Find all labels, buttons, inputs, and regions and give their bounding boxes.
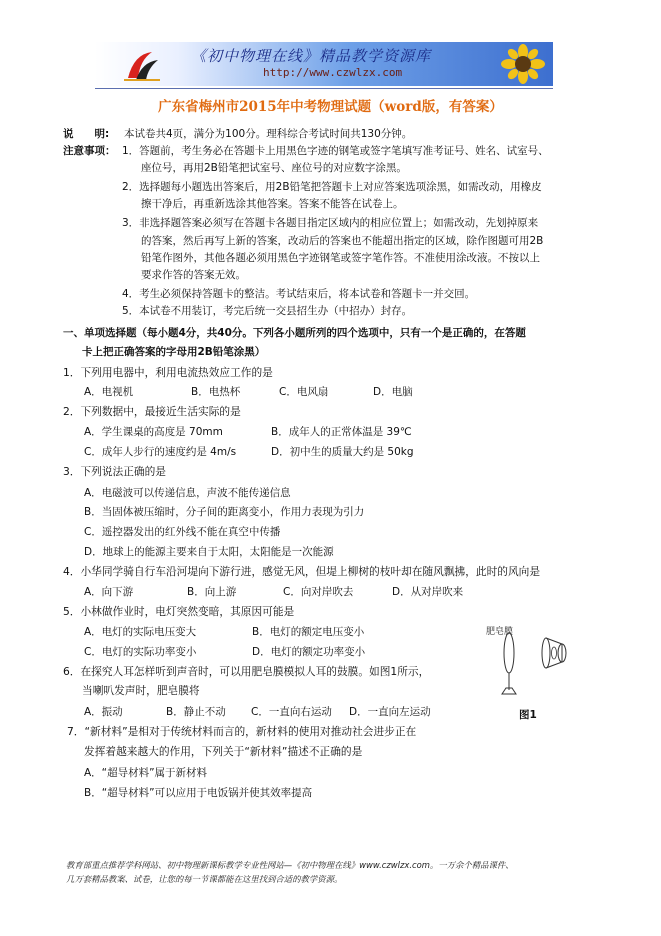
option-a: A．“超导材料”属于新材料: [84, 767, 208, 779]
intro-label: 说 明:: [63, 128, 110, 140]
notes-line: 4．考生必须保持答题卡的整洁。考试结束后，将本试卷和答题卡一并交回。: [122, 288, 476, 300]
question-stem: 5．小林做作业时，电灯突然变暗，其原因可能是: [63, 605, 295, 618]
figure-caption: 图1: [519, 709, 537, 721]
site-logo-icon: [122, 48, 162, 82]
footer-line: 教育部重点推荐学科网站、初中物理新课标教学专业性网站—《初中物理在线》www.czwlzx.com。一万余个精品课件、: [66, 860, 514, 870]
notes-label: 注意事项：: [63, 145, 116, 157]
option-a: A．振动: [84, 706, 123, 718]
question-stem: 3．下列说法正确的是: [63, 465, 166, 478]
option-a: A．电磁波可以传递信息，声波不能传递信息: [84, 487, 291, 499]
intro-text: 本试卷共4页，满分为100分。理科综合考试时间共130分钟。: [124, 128, 413, 140]
option-a: A．电视机: [84, 386, 134, 398]
notes-line: 铅笔作图外，其他各题必须用黑色字迹钢笔或签字笔作答。不准使用涂改液。不按以上: [141, 252, 540, 264]
question-stem-cont: 发挥着越来越大的作用，下列关于“新材料”描述不正确的是: [84, 745, 363, 758]
option-c: C．向对岸吹去: [283, 586, 354, 598]
option-b: B．“超导材料”可以应用于电饭锅并使其效率提高: [84, 787, 313, 799]
section-heading-cont: 卡上把正确答案的字母用2B铅笔涂黑）: [82, 346, 266, 358]
footer-line: 几万套精品教案、试卷，让您的每一节课都能在这里找到合适的教学资源。: [66, 874, 343, 884]
option-b: B．电灯的额定电压变小: [252, 626, 365, 638]
option-d: D．电脑: [373, 386, 413, 398]
banner-title: 《初中物理在线》精品教学资源库: [191, 47, 432, 65]
option-b: B．静止不动: [166, 706, 226, 718]
option-c: C．一直向右运动: [251, 706, 332, 718]
option-b: B．成年人的正常体温是 39℃: [271, 426, 412, 438]
notes-line: 擦干净后，再重新选涂其他答案。答案不能答在试卷上。: [141, 198, 404, 210]
option-b: B．电热杯: [191, 386, 241, 398]
banner-url: http://www.czwlzx.com: [263, 66, 403, 79]
notes-line: 3．非选择题答案必须写在答题卡各题目指定区域内的相应位置上；如需改动，先划掉原来: [122, 217, 539, 229]
option-d: D．一直向左运动: [349, 706, 431, 718]
notes-line: 5．本试卷不用装订，考完后统一交县招生办（中招办）封存。: [122, 305, 413, 317]
soap-film-label: [486, 625, 513, 637]
question-stem: 2．下列数据中，最接近生活实际的是: [63, 405, 241, 418]
option-d: D．地球上的能源主要来自于太阳，太阳能是一次能源: [84, 546, 334, 558]
document-title: 广东省梅州市2015年中考物理试题（word版，有答案）: [158, 99, 503, 115]
section-heading: 一、单项选择题（每小题4分，共40分。下列各小题所列的四个选项中，只有一个是正确的，在答题: [63, 327, 526, 339]
option-b: B．向上游: [187, 586, 237, 598]
option-c: C．电风扇: [279, 386, 329, 398]
banner-divider: [95, 88, 553, 89]
question-stem: 4．小华同学骑自行车沿河堤向下游行进，感觉无风，但堤上柳树的枝叶却在随风飘拂，此时的风向是: [63, 565, 541, 578]
option-c: C．电灯的实际功率变小: [84, 646, 197, 658]
notes-line: 要求作答的答案无效。: [141, 269, 246, 281]
notes-line: 1．答题前，考生务必在答题卡上用黑色字迹的钢笔或签字笔填写准考证号、姓名、试室号、: [122, 145, 549, 157]
speaker-soap-film-diagram: [484, 620, 574, 706]
option-a: A．电灯的实际电压变大: [84, 626, 197, 638]
option-d: D．从对岸吹来: [392, 586, 464, 598]
option-d: D．初中生的质量大约是 50kg: [271, 446, 414, 458]
figure-1: [484, 620, 574, 718]
svg-text:肥皂膜: 肥皂膜: [486, 627, 514, 637]
option-d: D．电灯的额定功率变小: [252, 646, 366, 658]
option-a: A．向下游: [84, 586, 134, 598]
option-b: B．当固体被压缩时，分子间的距离变小，作用力表现为引力: [84, 506, 365, 518]
notes-line: 的答案，然后再写上新的答案，改动后的答案也不能超出指定的区域，除作图题可用2B: [141, 235, 544, 247]
option-a: A．学生课桌的高度是 70mm: [84, 426, 223, 438]
header-banner: [95, 42, 553, 86]
question-stem: 6．在探究人耳怎样听到声音时，可以用肥皂膜模拟人耳的鼓膜。如图1所示，: [63, 665, 430, 678]
option-c: C．成年人步行的速度约是 4m/s: [84, 446, 237, 458]
question-stem: 7．“新材料”是相对于传统材料而言的，新材料的使用对推动社会进步正在: [67, 725, 417, 738]
question-stem-cont: 当喇叭发声时，肥皂膜将: [82, 684, 200, 697]
footer: [66, 858, 514, 886]
question-stem: 1．下列用电器中，利用电流热效应工作的是: [63, 366, 273, 379]
notes-line: 2．选择题每小题选出答案后，用2B铅笔把答题卡上对应答案选项涂黑，如需改动，用橡皮: [122, 181, 542, 193]
sunflower-icon: [501, 44, 545, 84]
option-c: C．遥控器发出的红外线不能在真空中传播: [84, 526, 281, 538]
notes-line: 座位号，再用2B铅笔把试室号、座位号的对应数字涂黑。: [141, 162, 407, 174]
